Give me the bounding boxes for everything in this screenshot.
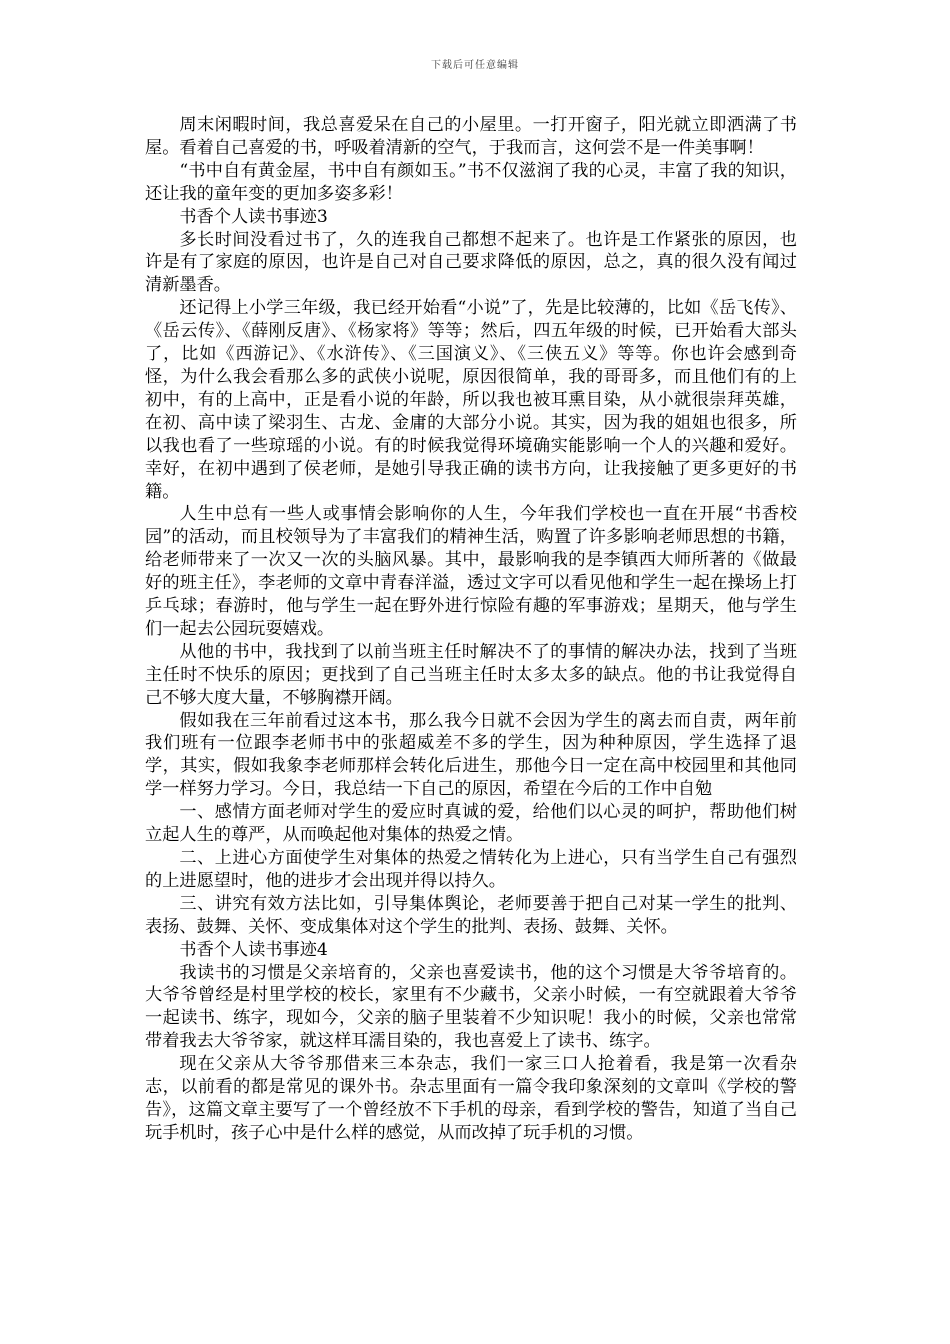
paragraph: 二、上进心方面使学生对集体的热爱之情转化为上进心，只有当学生自己有强烈的上进愿望时，他的进步才会出现并得以持久。 xyxy=(145,848,797,891)
document-body xyxy=(145,114,797,1145)
paragraph: 现在父亲从大爷爷那借来三本杂志，我们一家三口人抢着看，我是第一次看杂志，以前看的都是常见的课外书。杂志里面有一篇令我印象深刻的文章叫《学校的警告》，这篇文章主要写了一个曾经放不下手机的母亲，看到学校的警告，知道了当自己玩手机时，孩子心中是什么样的感觉，从而改掉了玩手机的习惯。 xyxy=(145,1054,797,1143)
paragraph: 还记得上小学三年级，我已经开始看“小说”了，先是比较薄的，比如《岳飞传》、《岳云传》、《薛刚反唐》、《杨家将》等等；然后，四五年级的时候，已开始看大部头了，比如《西游记》、《水浒传》、《三国演义》、《三侠五义》等等。你也许会感到奇怪，为什么我会看那么多的武侠小说呢，原因很简单，我的哥哥多，而且他们有的上初中，有的上高中，正是看小说的年龄，所以我也被耳熏目染，从小就很崇拜英雄，在初、高中读了梁羽生、古龙、金庸的大部分小说。其实，因为我的姐姐也很多，所以我也看了一些琼瑶的小说。有的时候我觉得环境确实能影响一个人的兴趣和爱好。幸好，在初中遇到了侯老师，是她引导我正确的读书方向，让我接触了更多更好的书籍。 xyxy=(145,298,797,502)
section-heading: 书香个人读书事迹4 xyxy=(179,939,328,960)
section-heading: 书香个人读书事迹3 xyxy=(179,206,328,227)
paragraph: 一、感情方面老师对学生的爱应时真诚的爱，给他们以心灵的呵护，帮助他们树立起人生的尊严，从而唤起他对集体的热爱之情。 xyxy=(145,802,797,846)
paragraph: 从他的书中，我找到了以前当班主任时解决不了的事情的解决办法，找到了当班主任时不快乐的原因；更找到了自己当班主任时太多太多的缺点。他的书让我觉得自己不够大度大量，不够胸襟开阔。 xyxy=(145,641,797,708)
page-header: 下载后可任意编辑 xyxy=(431,60,519,71)
paragraph: 人生中总有一些人或事情会影响你的人生，今年我们学校也一直在开展“书香校园”的活动，而且校领导为了丰富我们的精神生活，购置了许多影响老师思想的书籍，给老师带来了一次又一次的头脑风暴。其中，最影响我的是李镇西大师所著的《做最好的班主任》，李老师的文章中青春洋溢，透过文字可以看见他和学生一起在操场上打乒乓球；春游时，他与学生一起在野外进行惊险有趣的军事游戏；星期天，他与学生们一起去公园玩耍嬉戏。 xyxy=(145,504,797,639)
paragraph: 三、讲究有效方法比如，引导集体舆论，老师要善于把自己对某一学生的批判、表扬、鼓舞、关怀、变成集体对这个学生的批判、表扬、鼓舞、关怀。 xyxy=(145,893,797,937)
paragraph: 多长时间没看过书了，久的连我自己都想不起来了。也许是工作紧张的原因，也许是有了家庭的原因，也许是自己对自己要求降低的原因，总之，真的很久没有闻过清新墨香。 xyxy=(145,229,797,296)
paragraph: 假如我在三年前看过这本书，那么我今日就不会因为学生的离去而自责，两年前我们班有一位跟李老师书中的张超威差不多的学生，因为种种原因，学生选择了退学，其实，假如我象李老师那样会转化后进生，那他今日一定在高中校园里和其他同学一样努力学习。今日，我总结一下自己的原因，希望在今后的工作中自勉 xyxy=(145,710,797,800)
paragraph: 我读书的习惯是父亲培育的，父亲也喜爱读书，他的这个习惯是大爷爷培育的。大爷爷曾经是村里学校的校长，家里有不少藏书，父亲小时候，一有空就跟着大爷爷一起读书、练字，现如今，父亲的脑子里装着不少知识呢！我小的时候，父亲也常常带着我去大爷爷家，就这样耳濡目染的，我也喜爱上了读书、练字。 xyxy=(145,962,797,1052)
paragraph: “书中自有黄金屋，书中自有颜如玉。”书不仅滋润了我的心灵，丰富了我的知识，还让我的童年变的更加多姿多彩！ xyxy=(145,160,797,204)
paragraph: 周末闲暇时间，我总喜爱呆在自己的小屋里。一打开窗子，阳光就立即洒满了书屋。看着自己喜爱的书，呼吸着清新的空气，于我而言，这何尝不是一件美事啊！ xyxy=(145,115,797,158)
